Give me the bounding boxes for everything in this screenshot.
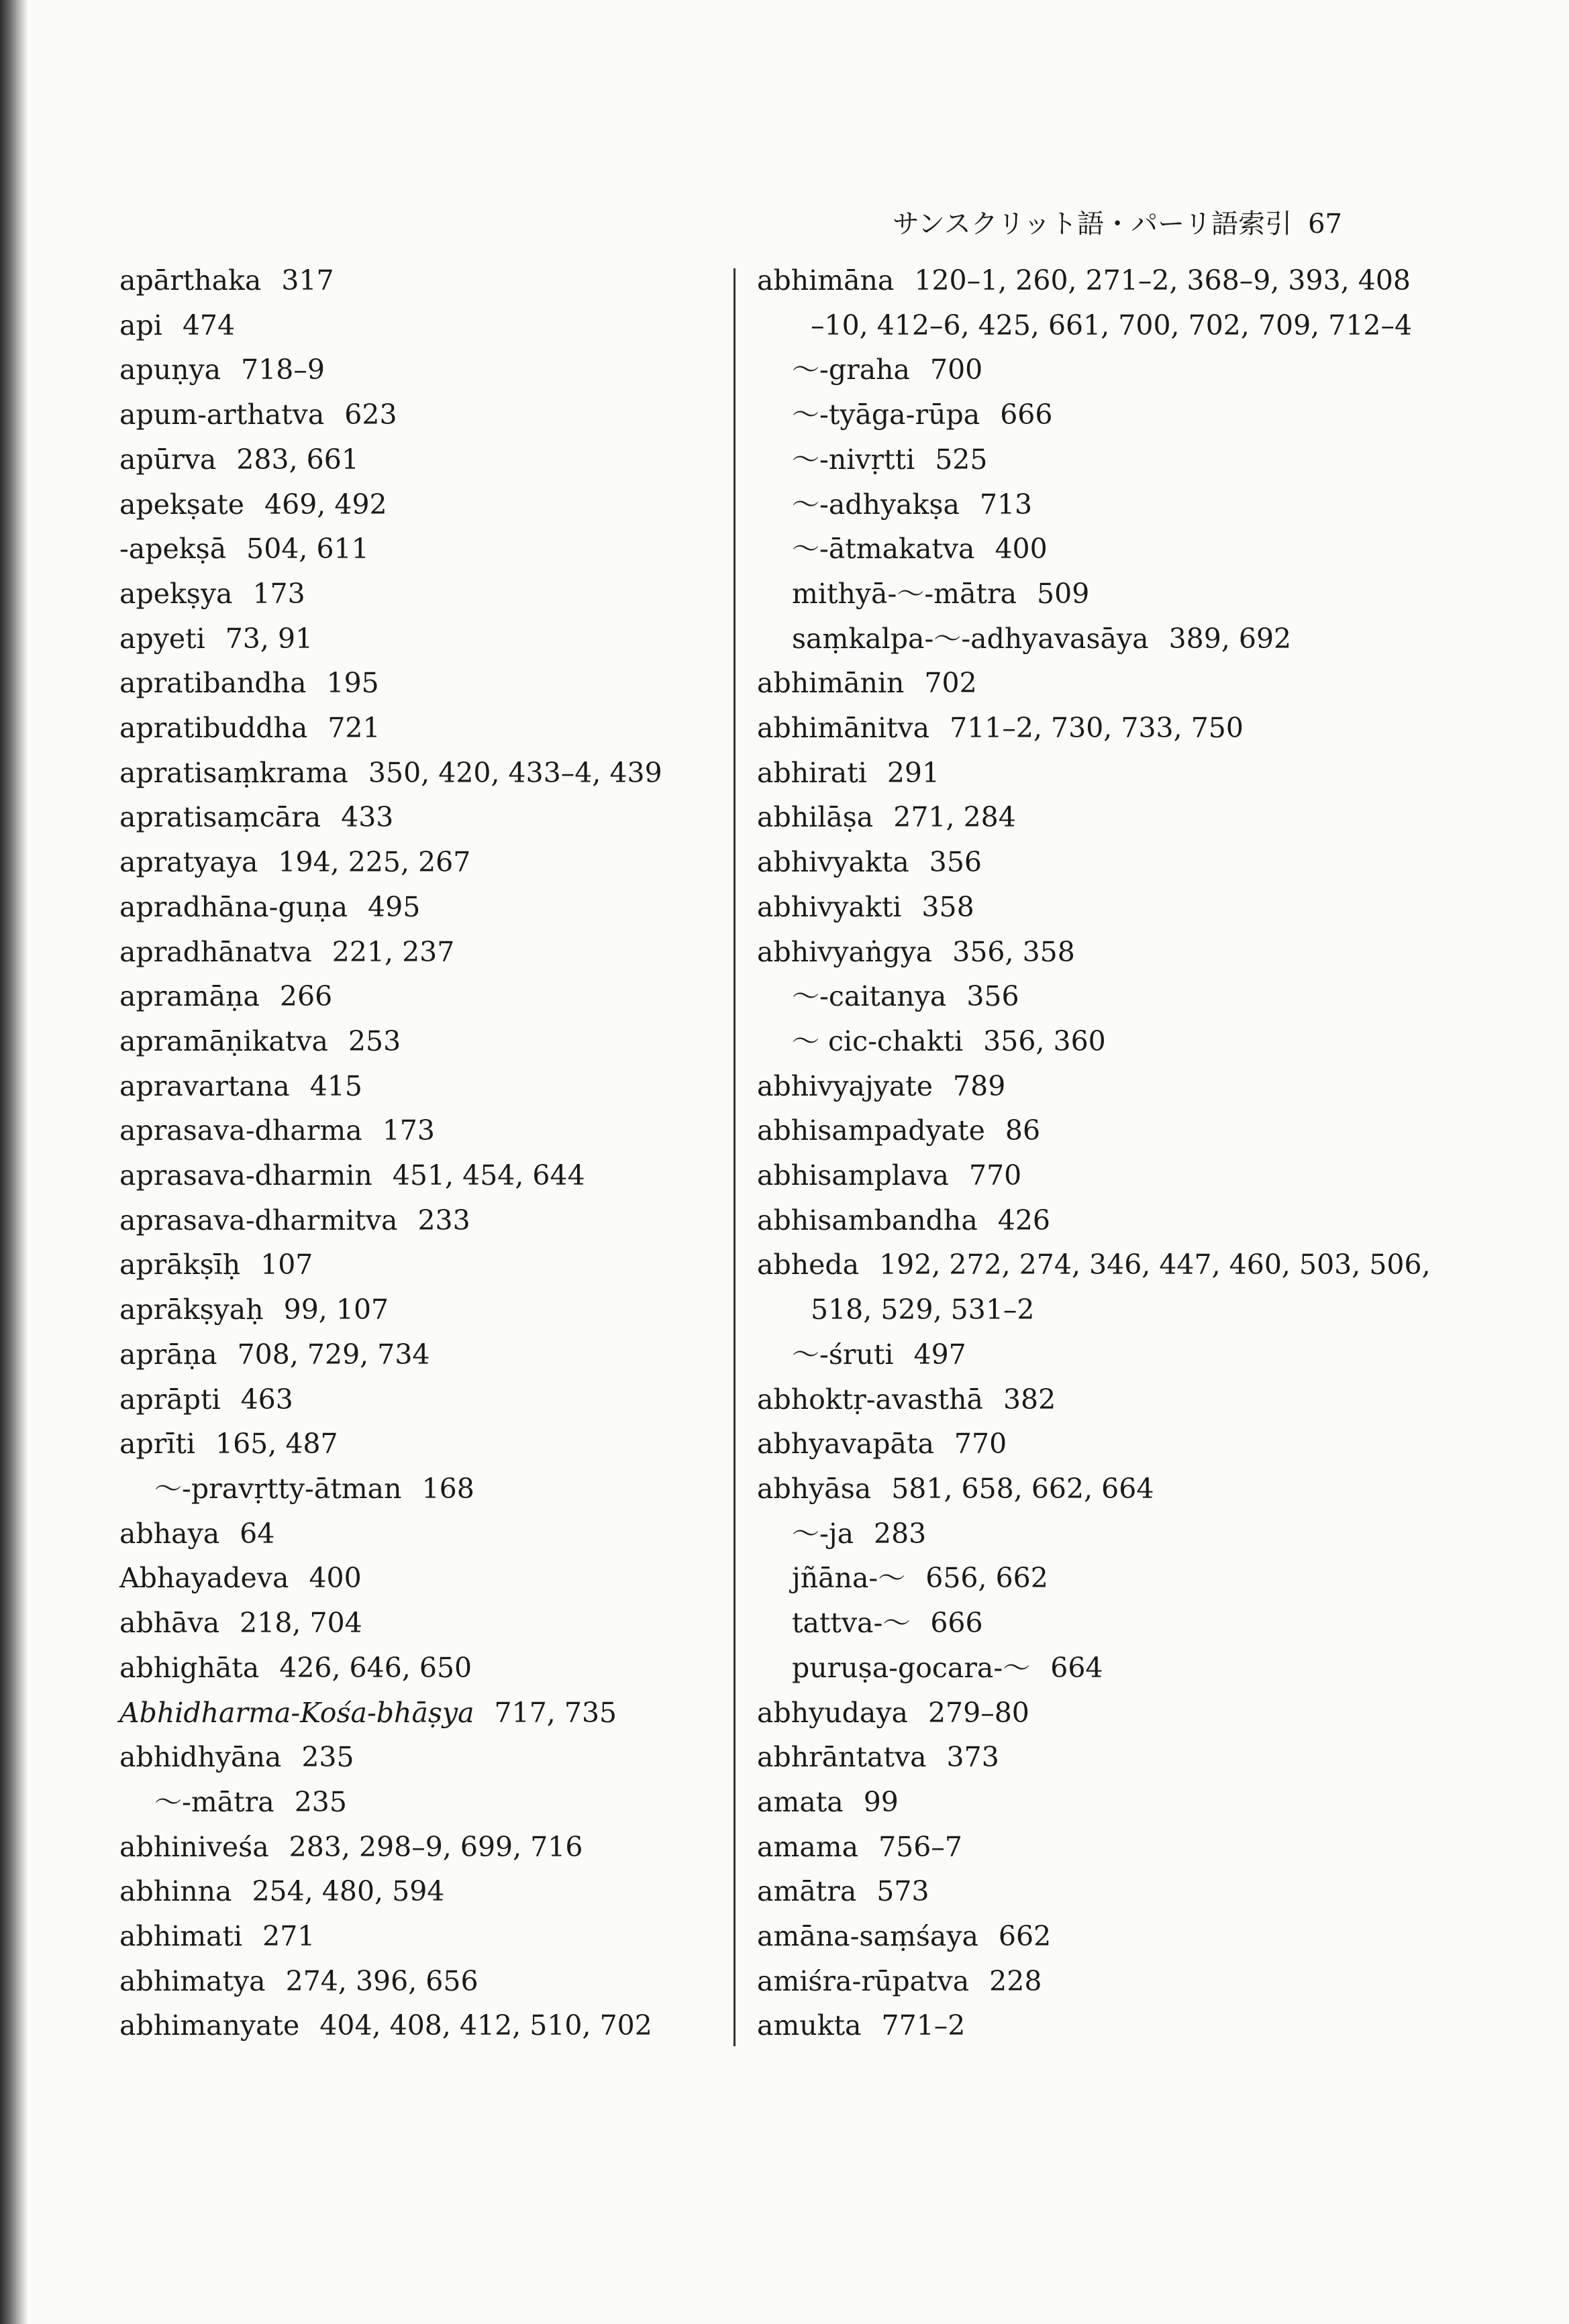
index-term: aprākṣīḥ [119, 1249, 241, 1281]
index-entry [119, 303, 710, 348]
index-entry [119, 1556, 710, 1601]
page-references: 221, 237 [332, 935, 455, 968]
page-references: 86 [1005, 1114, 1041, 1147]
index-entry [757, 1019, 1374, 1064]
index-term: aprākṣyaḥ [119, 1293, 264, 1326]
index-term: amukta [757, 2009, 862, 2042]
column-divider [733, 268, 736, 2046]
page-references: 120–1, 260, 271–2, 368–9, 393, 408 [914, 264, 1411, 297]
index-entry [119, 1198, 710, 1243]
page-references: 283, 661 [236, 443, 359, 476]
index-entry [757, 1646, 1374, 1691]
index-entry [119, 1108, 710, 1153]
index-entry [119, 751, 710, 796]
index-entry [119, 392, 710, 437]
running-header [886, 203, 1342, 241]
index-term: apratibandha [119, 667, 307, 700]
index-term: ～-ja [792, 1517, 854, 1550]
index-term: abhiniveśa [119, 1830, 269, 1863]
page-references: 291 [887, 756, 940, 789]
index-term: ～-nivṛtti [792, 443, 915, 476]
index-term: abhighāta [119, 1651, 260, 1684]
index-term: apekṣya [119, 577, 233, 610]
index-entry [757, 751, 1374, 796]
page-references: 433 [341, 801, 394, 834]
page-references: 373 [946, 1741, 999, 1774]
page-references: 266 [279, 980, 333, 1013]
index-term: abheda [757, 1249, 860, 1281]
index-term: apyeti [119, 622, 205, 655]
index-entry [757, 527, 1374, 572]
page-references: 708, 729, 734 [237, 1338, 430, 1371]
index-entry [757, 930, 1374, 975]
page-references: 356, 358 [952, 935, 1075, 968]
index-term: apuṇya [119, 354, 221, 386]
index-term: ～-caitanya [792, 980, 947, 1013]
index-term: ～-adhyakṣa [792, 488, 960, 521]
index-entry [757, 1422, 1374, 1467]
index-column-right [757, 258, 1431, 2048]
page-references: 573 [876, 1875, 929, 1908]
page-references: 770 [968, 1159, 1022, 1192]
page-references: 194, 225, 267 [278, 846, 471, 879]
header-title: サンスクリット語・パーリ語索引 [892, 209, 1293, 240]
page-references: 451, 454, 644 [392, 1159, 585, 1192]
page-references: 356 [929, 846, 982, 879]
index-entry [119, 706, 710, 751]
index-term: amata [757, 1785, 844, 1818]
index-entry [757, 572, 1374, 617]
page-references: 518, 529, 531–2 [811, 1293, 1035, 1326]
index-entry [119, 1467, 710, 1512]
page-references: 426, 646, 650 [279, 1651, 472, 1684]
index-term: apradhāna-guṇa [119, 890, 348, 923]
index-entry [757, 974, 1374, 1019]
page-references: 718–9 [241, 354, 325, 386]
index-entry [757, 1914, 1374, 1959]
index-entry [119, 661, 710, 706]
index-term: apramāṇikatva [119, 1024, 328, 1057]
index-entry [119, 1019, 710, 1064]
index-entry [757, 1108, 1374, 1153]
page-references: 173 [382, 1114, 435, 1147]
index-term: amāna-saṃśaya [757, 1920, 978, 1953]
index-term: abhirati [757, 756, 867, 789]
index-term: apūrva [119, 443, 217, 476]
page-references: 474 [182, 309, 236, 341]
page-references: 73, 91 [225, 622, 313, 655]
index-term: ～-mātra [154, 1785, 274, 1818]
index-term: apratibuddha [119, 712, 308, 745]
index-entry [757, 258, 1411, 303]
index-term: jñāna-～ [792, 1562, 906, 1595]
index-entry [757, 303, 1413, 348]
index-entry [119, 1512, 710, 1556]
page-references: 356, 360 [983, 1024, 1106, 1057]
index-term: -apekṣā [119, 533, 227, 566]
index-entry [757, 1287, 1374, 1332]
index-entry [757, 1512, 1374, 1556]
index-entry [119, 974, 710, 1019]
index-entry [119, 348, 710, 392]
index-term: abhimānitva [757, 712, 930, 745]
index-entry [757, 1959, 1374, 2004]
page-references: 789 [953, 1069, 1006, 1102]
index-entry [757, 482, 1374, 527]
index-term: Abhidharma-Kośa-bhāṣya [119, 1696, 474, 1729]
page-references: 770 [954, 1428, 1007, 1461]
index-term: apramāṇa [119, 980, 260, 1013]
index-term: abhisampadyate [757, 1114, 985, 1147]
index-entry [757, 392, 1374, 437]
index-term: abhyudaya [757, 1696, 908, 1729]
index-term: abhivyajyate [757, 1069, 933, 1102]
page-references: 283 [874, 1517, 927, 1550]
index-term: saṃkalpa-～-adhyavasāya [792, 622, 1149, 655]
index-term: abhoktṛ-avasthā [757, 1383, 983, 1416]
page-references: 64 [240, 1517, 275, 1550]
index-term: abhisamplava [757, 1159, 949, 1192]
index-entry [119, 1422, 710, 1467]
index-entry [757, 1064, 1374, 1109]
index-entry [119, 258, 710, 303]
page-references: 192, 272, 274, 346, 447, 460, 503, 506, [879, 1249, 1431, 1281]
page-references: 581, 658, 662, 664 [891, 1472, 1154, 1505]
page-references: 623 [344, 399, 397, 431]
page-references: 717, 735 [494, 1696, 617, 1729]
page-references: 382 [1003, 1383, 1056, 1416]
index-entry [119, 1914, 710, 1959]
index-term: aprāṇa [119, 1338, 217, 1371]
index-term: abhivyaṅgya [757, 935, 933, 968]
page-references: 235 [294, 1785, 347, 1818]
page-references: 509 [1037, 577, 1090, 610]
index-entry [757, 661, 1374, 706]
index-entry [119, 840, 710, 885]
index-entry [119, 527, 710, 572]
index-term: abhāva [119, 1607, 220, 1640]
index-entry [119, 1825, 710, 1870]
index-term: ～ cic-chakti [792, 1024, 964, 1057]
index-term: aprasava-dharmin [119, 1159, 372, 1192]
index-entry [757, 795, 1374, 840]
index-entry [757, 706, 1374, 751]
index-term: abhyavapāta [757, 1428, 934, 1461]
page-references: 283, 298–9, 699, 716 [289, 1830, 583, 1863]
index-entry [757, 1601, 1374, 1646]
page-references: 469, 492 [264, 488, 387, 521]
index-term: abhaya [119, 1517, 220, 1550]
index-column-left [119, 258, 710, 2048]
page-references: 400 [995, 533, 1048, 566]
index-term: abhimati [119, 1920, 243, 1953]
index-entry [757, 1869, 1374, 1914]
index-entry [119, 617, 710, 662]
page-references: 426 [997, 1204, 1051, 1236]
index-entry [119, 437, 710, 482]
page-references: 771–2 [881, 2009, 966, 2042]
index-term: apum-arthatva [119, 399, 325, 431]
index-entry [757, 1735, 1374, 1780]
index-entry [757, 348, 1374, 392]
index-entry [757, 1243, 1431, 1287]
index-entry [757, 840, 1374, 885]
page-references: 235 [301, 1741, 354, 1774]
page-references: 404, 408, 412, 510, 702 [319, 2009, 652, 2042]
page-references: 317 [281, 264, 334, 297]
page-references: 656, 662 [925, 1562, 1048, 1595]
page-references: 662 [998, 1920, 1052, 1953]
page-references: 254, 480, 594 [252, 1875, 445, 1908]
index-term: apārthaka [119, 264, 262, 297]
index-term: apekṣate [119, 488, 245, 521]
page-references: 218, 704 [240, 1607, 362, 1640]
index-term: api [119, 309, 162, 341]
page-references: 168 [421, 1472, 474, 1505]
index-entry [119, 1601, 710, 1646]
page-references: 389, 692 [1168, 622, 1292, 655]
index-entry [119, 1780, 710, 1825]
index-term: ～-śruti [792, 1338, 894, 1371]
index-entry [757, 1332, 1374, 1377]
index-term: abhrāntatva [757, 1741, 927, 1774]
index-term: ～-graha [792, 354, 910, 386]
index-term: ～-ātmakatva [792, 533, 975, 566]
page-references: 666 [1000, 399, 1053, 431]
index-term: abhisambandha [757, 1204, 978, 1236]
index-entry [757, 2003, 1374, 2048]
index-entry [757, 1691, 1374, 1736]
page-references: 99 [863, 1785, 899, 1818]
index-term: apratisaṃcāra [119, 801, 321, 834]
page-references: –10, 412–6, 425, 661, 700, 702, 709, 712–4 [811, 309, 1413, 341]
page-references: 463 [240, 1383, 293, 1416]
page-references: 271 [262, 1920, 315, 1953]
index-entry [119, 482, 710, 527]
page-references: 356 [966, 980, 1019, 1013]
index-term: abhinna [119, 1875, 232, 1908]
page-references: 99, 107 [283, 1293, 389, 1326]
index-term: abhidhyāna [119, 1741, 282, 1774]
index-entry [119, 1332, 710, 1377]
index-term: aprasava-dharma [119, 1114, 362, 1147]
page-number: 67 [1308, 209, 1342, 240]
page-references: 228 [989, 1964, 1042, 1997]
index-entry [119, 1959, 710, 2004]
index-term: tattva-～ [792, 1607, 911, 1640]
page-references: 711–2, 730, 733, 750 [950, 712, 1244, 745]
index-entry [119, 2003, 710, 2048]
index-term: abhimanyate [119, 2009, 300, 2042]
index-term: aprasava-dharmitva [119, 1204, 398, 1236]
page-references: 279–80 [927, 1696, 1029, 1729]
index-entry [757, 1467, 1374, 1512]
page-references: 195 [326, 667, 379, 700]
page-references: 253 [348, 1024, 401, 1057]
index-entry [757, 1377, 1374, 1422]
index-entry [119, 572, 710, 617]
index-entry [757, 1556, 1374, 1601]
page-references: 702 [924, 667, 977, 700]
index-term: apradhānatva [119, 935, 312, 968]
index-entry [119, 1646, 710, 1691]
page-references: 700 [930, 354, 983, 386]
index-entry [119, 795, 710, 840]
index-term: ～-pravṛtty-ātman [154, 1472, 402, 1505]
page-references: 756–7 [878, 1830, 962, 1863]
index-entry [757, 1198, 1374, 1243]
index-entry [119, 885, 710, 930]
index-entry [119, 1735, 710, 1780]
page-references: 165, 487 [215, 1428, 338, 1461]
index-term: abhimatya [119, 1964, 266, 1997]
index-entry [757, 617, 1374, 662]
index-term: ～-tyāga-rūpa [792, 399, 980, 431]
page-references: 666 [930, 1607, 983, 1640]
index-term: apravartana [119, 1069, 290, 1102]
page-references: 350, 420, 433–4, 439 [368, 756, 662, 789]
index-term: puruṣa-gocara-～ [792, 1651, 1031, 1684]
page-references: 664 [1050, 1651, 1103, 1684]
index-entry [757, 885, 1374, 930]
page-references: 271, 284 [893, 801, 1016, 834]
page-references: 495 [368, 890, 421, 923]
index-entry [757, 1825, 1374, 1870]
index-entry [119, 1287, 710, 1332]
page-references: 713 [979, 488, 1033, 521]
page-references: 274, 396, 656 [285, 1964, 478, 1997]
page-references: 400 [309, 1562, 362, 1595]
index-term: amama [757, 1830, 859, 1863]
index-entry [119, 1064, 710, 1109]
index-term: abhimānin [757, 667, 905, 700]
index-entry [119, 1869, 710, 1914]
index-entry [757, 1780, 1374, 1825]
page-references: 173 [252, 577, 305, 610]
index-term: Abhayadeva [119, 1562, 289, 1595]
index-term: apratisaṃkrama [119, 756, 348, 789]
index-term: apratyaya [119, 846, 258, 879]
page-references: 415 [309, 1069, 362, 1102]
index-term: amātra [757, 1875, 857, 1908]
page-references: 358 [921, 890, 974, 923]
page-references: 107 [260, 1249, 313, 1281]
index-term: abhivyakta [757, 846, 909, 879]
page-references: 233 [417, 1204, 470, 1236]
index-entry [757, 1153, 1374, 1198]
index-entry [119, 1691, 710, 1736]
index-entry [119, 930, 710, 975]
index-term: abhyāsa [757, 1472, 872, 1505]
scan-binding-edge [0, 0, 28, 2324]
index-entry [119, 1243, 710, 1287]
index-term: mithyā-～-mātra [792, 577, 1017, 610]
index-term: abhilāṣa [757, 801, 874, 834]
index-entry [757, 437, 1374, 482]
index-entry [119, 1377, 710, 1422]
index-entry [119, 1153, 710, 1198]
index-term: abhimāna [757, 264, 895, 297]
index-term: aprīti [119, 1428, 195, 1461]
index-term: abhivyakti [757, 890, 902, 923]
page-references: 525 [935, 443, 988, 476]
page-references: 721 [327, 712, 381, 745]
page-references: 504, 611 [246, 533, 369, 566]
index-term: amiśra-rūpatva [757, 1964, 970, 1997]
index-term: aprāpti [119, 1383, 221, 1416]
page-references: 497 [913, 1338, 966, 1371]
